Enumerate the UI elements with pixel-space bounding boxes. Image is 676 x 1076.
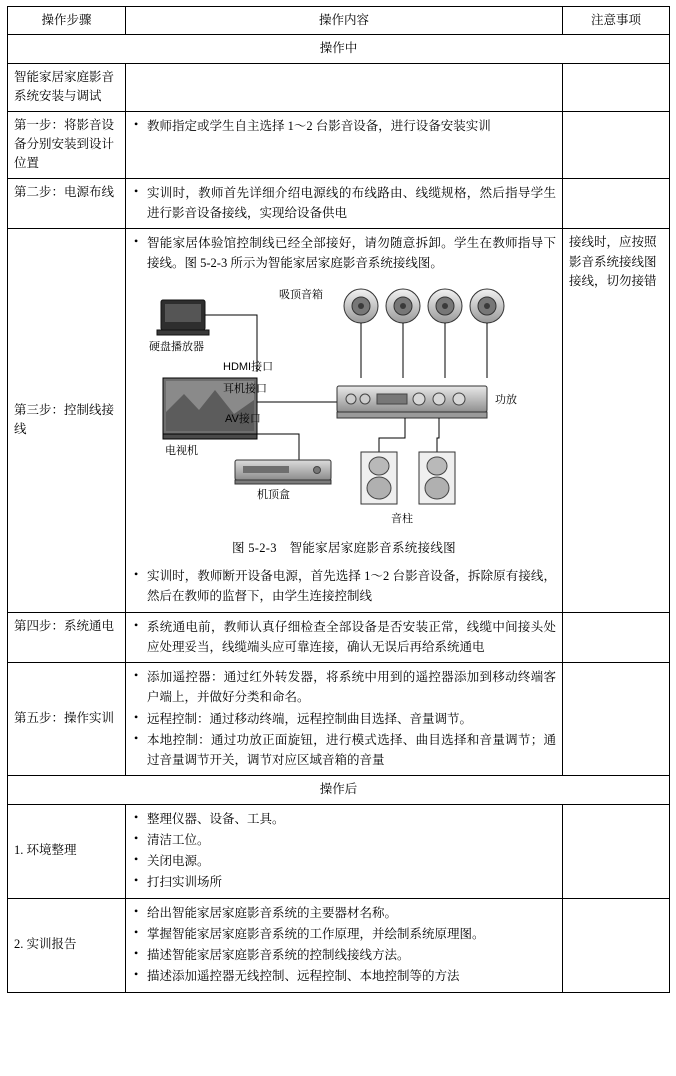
ceiling-speaker-3 (428, 289, 462, 348)
table-row-wiring (8, 229, 670, 612)
note-empty-4 (563, 612, 670, 663)
table-header-row (8, 7, 670, 35)
header-content: 操作内容 (126, 7, 563, 35)
table-row (8, 63, 670, 111)
content-5 (126, 663, 563, 776)
bullet-item: • 描述智能家居家庭影音系统的控制线接线方法。 (132, 945, 556, 965)
table-row (8, 178, 670, 229)
step-title-4: 第四步：系统通电 (8, 612, 126, 663)
note-empty-7 (563, 898, 670, 992)
section-label-during: 操作中 (8, 35, 670, 63)
content-empty-1 (126, 63, 563, 111)
sound-column-2 (419, 452, 455, 504)
bullet-item: • 添加遥控器：通过红外转发器，将系统中用到的遥控器添加到移动终端客户端上，并做好分类和命名。 (132, 667, 556, 708)
bullet-item: • 给出智能家居家庭影音系统的主要器材名称。 (132, 903, 556, 923)
content-4 (126, 612, 563, 663)
step-title-cleanup: 1. 环境整理 (8, 804, 126, 898)
bullet-item: • 描述添加遥控器无线控制、远程控制、本地控制等的方法 (132, 966, 556, 986)
step-title-3: 第三步：控制线接线 (8, 229, 126, 612)
note-empty-1 (563, 63, 670, 111)
section-row-during (8, 35, 670, 63)
set-top-box (235, 460, 331, 501)
content-7 (126, 898, 563, 992)
step-title-1: 第一步：将影音设备分别安装到设计位置 (8, 111, 126, 178)
table-row (8, 111, 670, 178)
bullet-item: • 教师指定或学生自主选择 1～2 台影音设备，进行设备安装实训 (132, 116, 556, 136)
content-6 (126, 804, 563, 898)
header-step: 操作步骤 (8, 7, 126, 35)
bullet-item: • 实训时，教师断开设备电源，首先选择 1～2 台影音设备，拆除原有接线，然后在教师的监督下，由学生连接控制线 (132, 566, 556, 607)
sound-column-label: 音柱 (391, 512, 413, 525)
amplifier (337, 386, 517, 418)
bullet-item: • 清洁工位。 (132, 830, 556, 850)
content-2 (126, 178, 563, 229)
wiring-diagram (132, 282, 556, 532)
table-row (8, 804, 670, 898)
bullet-item: • 关闭电源。 (132, 851, 556, 871)
figure-caption: 图 5-2-3 智能家居家庭影音系统接线图 (231, 540, 456, 555)
av-port-label: AV接口 (225, 412, 261, 425)
section-label-after: 操作后 (8, 776, 670, 804)
set-top-box-label: 机顶盒 (257, 488, 290, 501)
step-title-report: 2. 实训报告 (8, 898, 126, 992)
step-title-5: 第五步：操作实训 (8, 663, 126, 776)
hdmi-port-label: HDMI接口 (223, 360, 274, 373)
table-row (8, 663, 670, 776)
sound-column-1 (361, 452, 397, 504)
headphone-port-label: 耳机接口 (223, 382, 267, 395)
bullet-item: • 打扫实训场所 (132, 872, 556, 892)
bullet-item: • 掌握智能家居家庭影音系统的工作原理，并绘制系统原理图。 (132, 924, 556, 944)
section-row-after (8, 776, 670, 804)
bullet-item: • 系统通电前，教师认真仔细检查全部设备是否安装正常，线缆中间接头处应处理妥当，线缆端头应可靠连接，确认无误后再给系统通电 (132, 617, 556, 658)
content-1 (126, 111, 563, 178)
table-row (8, 898, 670, 992)
note-empty-3 (563, 178, 670, 229)
step-title-system: 智能家居家庭影音系统安装与调试 (8, 63, 126, 111)
bullet-item: • 远程控制：通过移动终端，远程控制曲目选择、音量调节。 (132, 709, 556, 729)
bullet-item: • 智能家居体验馆控制线已经全部接好，请勿随意拆卸。学生在教师指导下接线。图 5-2-3 所示为智能家居家庭影音系统接线图。 (132, 233, 556, 274)
hdd-player-label: 硬盘播放器 (149, 340, 204, 353)
note-empty-6 (563, 804, 670, 898)
note-empty-5 (563, 663, 670, 776)
header-note: 注意事项 (563, 7, 670, 35)
wiring-diagram-svg (139, 282, 549, 532)
tv-label: 电视机 (165, 444, 198, 457)
note-empty-2 (563, 111, 670, 178)
bullet-item: • 整理仪器、设备、工具。 (132, 809, 556, 829)
hdd-player (149, 300, 209, 353)
ceiling-speaker-2 (386, 289, 420, 344)
ceiling-speaker-4 (470, 289, 504, 352)
note-3: 接线时，应按照影音系统接线图接线，切勿接错 (563, 229, 670, 612)
step-title-2: 第二步：电源布线 (8, 178, 126, 229)
ceiling-speaker-1 (344, 289, 378, 340)
ceiling-speaker-label: 吸顶音箱 (279, 288, 323, 301)
bullet-item: • 本地控制：通过功放正面旋钮，进行模式选择、曲目选择和音量调节；通过音量调节开关，调节对应区域音箱的音量 (132, 730, 556, 771)
content-3 (126, 229, 563, 612)
amplifier-label: 功放 (495, 393, 517, 406)
bullet-item: • 实训时，教师首先详细介绍电源线的布线路由、线缆规格，然后指导学生进行影音设备接线，实现给设备供电 (132, 183, 556, 224)
procedure-table (7, 6, 670, 993)
table-row (8, 612, 670, 663)
